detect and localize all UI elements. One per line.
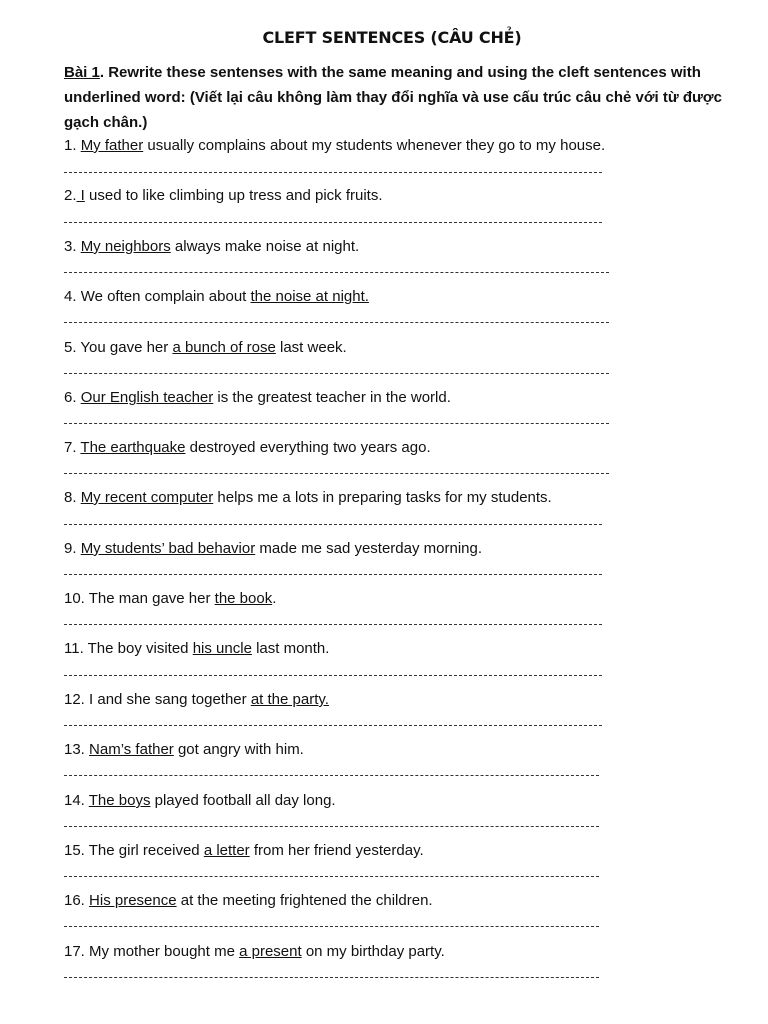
answer-line[interactable] — [64, 926, 599, 927]
answer-line[interactable] — [64, 675, 602, 676]
question-text: always make noise at night. — [170, 238, 360, 255]
question-number: 16. — [64, 892, 90, 909]
underlined-word: The earthquake — [80, 439, 186, 456]
question-number: 3. — [64, 238, 81, 255]
question-number: 10. — [64, 590, 89, 607]
underlined-word: I — [76, 187, 85, 204]
question-12 — [64, 690, 329, 710]
answer-line[interactable] — [64, 524, 602, 525]
question-number: 5. — [64, 339, 81, 356]
underlined-word: a bunch of rose — [172, 339, 276, 356]
question-13 — [64, 740, 304, 760]
instruction-text: . Rewrite these sentenses with the same meaning and using the cleft sentences with underlined word: (Viết lại câu không làm thay đổi nghĩa và use cấu trúc câu chẻ với từ được gạch chân.) — [64, 64, 722, 131]
underlined-word: My father — [80, 137, 144, 154]
question-5 — [64, 338, 347, 358]
question-text: played football all day long. — [150, 792, 336, 809]
question-7 — [64, 438, 431, 458]
question-15 — [64, 841, 424, 861]
page-title: CLEFT SENTENCES (CÂU CHẺ) — [262, 28, 522, 47]
underlined-word: His presence — [89, 892, 177, 909]
answer-line[interactable] — [64, 977, 599, 978]
underlined-word: his uncle — [192, 640, 252, 657]
question-3 — [64, 237, 359, 257]
question-text: The man gave her — [88, 590, 215, 607]
question-number: 17. — [64, 943, 90, 960]
question-text: is the greatest teacher in the world. — [213, 389, 451, 406]
question-text: You gave her — [80, 339, 173, 356]
question-text: from her friend yesterday. — [249, 842, 424, 859]
answer-line[interactable] — [64, 876, 599, 877]
exercise-label: Bài 1 — [64, 64, 100, 81]
question-text: We often complain about — [80, 288, 251, 305]
underlined-word: the noise at night. — [250, 288, 369, 305]
question-8 — [64, 488, 552, 508]
question-number: 14. — [64, 792, 89, 809]
question-6 — [64, 388, 451, 408]
question-text: last month. — [251, 640, 330, 657]
underlined-word: Nam’s father — [89, 741, 174, 758]
question-number: 6. — [64, 389, 81, 406]
answer-line[interactable] — [64, 373, 609, 374]
question-16 — [64, 891, 433, 911]
question-10 — [64, 589, 276, 609]
question-14 — [64, 791, 336, 811]
question-1 — [64, 136, 605, 156]
question-number: 1. — [64, 137, 81, 154]
question-text: destroyed everything two years ago. — [185, 439, 431, 456]
question-text: usually complains about my students whenever they go to my house. — [143, 137, 606, 154]
underlined-word: a present — [239, 943, 302, 960]
question-2 — [64, 186, 383, 206]
answer-line[interactable] — [64, 322, 609, 323]
answer-line[interactable] — [64, 826, 599, 827]
question-text: on my birthday party. — [301, 943, 445, 960]
answer-line[interactable] — [64, 725, 602, 726]
question-number: 13. — [64, 741, 90, 758]
answer-line[interactable] — [64, 172, 602, 173]
question-number: 11. — [64, 640, 88, 657]
underlined-word: at the party. — [250, 691, 329, 708]
question-number: 9. — [64, 540, 81, 557]
underlined-word: the book — [214, 590, 273, 607]
underlined-word: a letter — [203, 842, 250, 859]
question-text: used to like climbing up tress and pick fruits. — [84, 187, 383, 204]
underlined-word: The boys — [88, 792, 151, 809]
question-number: 4. — [64, 288, 81, 305]
answer-line[interactable] — [64, 473, 609, 474]
answer-line[interactable] — [64, 222, 602, 223]
question-text: helps me a lots in preparing tasks for my students. — [213, 489, 552, 506]
question-text: last week. — [275, 339, 347, 356]
question-number: 15. — [64, 842, 89, 859]
question-text: got angry with him. — [173, 741, 304, 758]
question-text: The girl received — [88, 842, 204, 859]
question-9 — [64, 539, 482, 559]
answer-line[interactable] — [64, 272, 609, 273]
question-number: 7. — [64, 439, 81, 456]
question-17 — [64, 942, 445, 962]
question-text: made me sad yesterday morning. — [255, 540, 483, 557]
question-text: The boy visited — [87, 640, 193, 657]
underlined-word: My recent computer — [80, 489, 214, 506]
underlined-word: My neighbors — [80, 238, 171, 255]
question-number: 8. — [64, 489, 81, 506]
question-text: My mother bought me — [89, 943, 240, 960]
question-4 — [64, 287, 369, 307]
underlined-word: My students’ bad behavior — [80, 540, 256, 557]
answer-line[interactable] — [64, 574, 602, 575]
underlined-word: Our English teacher — [80, 389, 214, 406]
exercise-instruction — [64, 60, 734, 135]
answer-line[interactable] — [64, 624, 602, 625]
question-number: 12. — [64, 691, 90, 708]
question-11 — [64, 639, 329, 659]
question-text: at the meeting frightened the children. — [176, 892, 433, 909]
question-text: I and she sang together — [89, 691, 251, 708]
answer-line[interactable] — [64, 423, 609, 424]
question-number: 2. — [64, 187, 77, 204]
answer-line[interactable] — [64, 775, 599, 776]
question-text: . — [272, 590, 277, 607]
